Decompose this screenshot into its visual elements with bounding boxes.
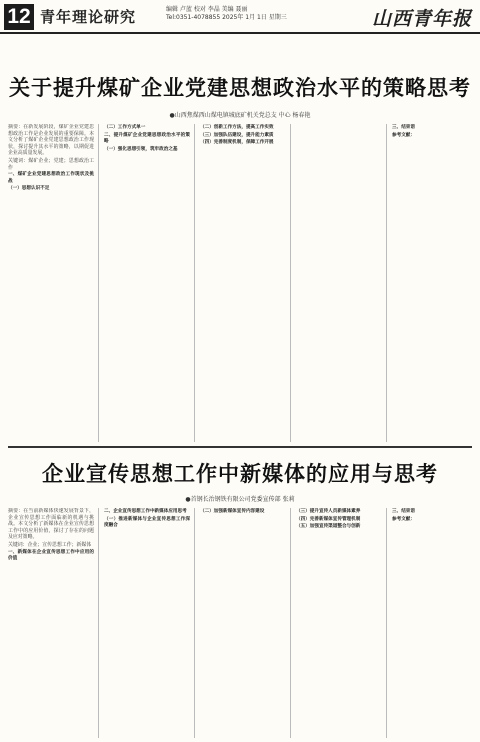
column-rule xyxy=(386,508,387,738)
article1-column-1 xyxy=(8,124,94,442)
article2-column-1 xyxy=(8,508,94,738)
article1-subheading-1-1: （一）思想认识不足 xyxy=(8,186,50,192)
article-divider xyxy=(8,446,472,448)
article1-title: 关于提升煤矿企业党建思想政治水平的策略思考 xyxy=(9,75,471,100)
article2-column-4 xyxy=(296,508,382,738)
article2-byline: ●首钢长治钢铁有限公司党委宣传部 张莉 xyxy=(185,496,295,503)
article1-subheading-2-4: （四）完善制度机制，保障工作开展 xyxy=(200,140,274,146)
article1-keywords: 关键词：煤矿企业；党建；思想政治工作 xyxy=(8,157,94,171)
article2-subheading-2-2: （二）加强新媒体宣传内容建设 xyxy=(200,509,265,514)
article1-subheading-2-1: （一）强化思想引领，筑牢政治之基 xyxy=(104,146,178,152)
newspaper-logo: 山西青年报 xyxy=(371,8,472,30)
column-rule xyxy=(194,508,195,738)
article1-column-5 xyxy=(392,124,472,442)
article1-references-heading: 参考文献： xyxy=(392,132,415,138)
article1-heading-1: 一、煤矿企业党建思想政治工作现状及挑战 xyxy=(8,172,94,184)
article2-subheading-2-3: （三）提升宣传人员新媒体素养 xyxy=(296,509,361,514)
article2-heading-2: 二、企业宣传思想工作中新媒体应用思考 xyxy=(104,509,187,514)
article1-abstract: 摘要：在新发展阶段，煤矿企业党建思想政治工作是企业发展的重要保障。本文分析了煤矿企业党建思想政治工作现状，探讨提升其水平的策略，以期促进企业高质量发展。 xyxy=(8,124,94,157)
article1-subheading-2-3: （三）加强队伍建设，提升能力素质 xyxy=(200,132,274,138)
article2-abstract: 摘要：在当前新媒体快速发展背景下，企业宣传思想工作面临新的机遇与挑战。本文分析了新媒体在企业宣传思想工作中的应用价值，探讨了存在的问题及应对策略。 xyxy=(8,508,94,541)
column-rule xyxy=(290,124,291,442)
page-number: 12 xyxy=(4,4,34,30)
article1-column-2 xyxy=(104,124,190,442)
article2-column-5 xyxy=(392,508,472,738)
masthead xyxy=(0,0,480,34)
article1-subheading-1-2: （二）工作方式单一 xyxy=(104,125,146,130)
column-rule xyxy=(386,124,387,442)
column-rule xyxy=(194,124,195,442)
article2-column-2 xyxy=(104,508,190,738)
article1-heading-2: 二、提升煤矿企业党建思想政治水平的策略 xyxy=(104,132,190,145)
staff-line-date: Tel:0351-4078855 2025年 1月 1日 星期三 xyxy=(166,14,287,21)
staff-line-editors: 编辑 卢蓝 校对 李晶 美编 聂丽 xyxy=(166,6,248,13)
section-title: 青年理论研究 xyxy=(40,8,137,26)
article1-subheading-2-2: （二）创新工作方法，提高工作实效 xyxy=(200,125,274,130)
column-rule xyxy=(98,124,99,442)
article2-keywords: 关键词：企业；宣传思想工作；新媒体 xyxy=(8,541,92,548)
article2-heading-3: 三、结束语 xyxy=(392,509,415,514)
article2-references-heading: 参考文献： xyxy=(392,516,415,522)
article2-subheading-2-1: （一）推进新媒体与企业宣传思想工作深度融合 xyxy=(104,516,190,529)
article1-byline: ●山西焦煤西山煤电镇城底矿机关党总支 中心 杨春艳 xyxy=(169,112,311,119)
article1-heading-3: 三、结束语 xyxy=(392,125,415,130)
article2-heading-1: 一、新媒体在企业宣传思想工作中应用的价值 xyxy=(8,549,94,562)
article1-column-4 xyxy=(296,124,382,442)
article1-column-3 xyxy=(200,124,286,442)
article2-title: 企业宣传思想工作中新媒体的应用与思考 xyxy=(42,461,438,486)
staff-info xyxy=(166,6,287,22)
article2-subheading-2-4: （四）完善新媒体宣传管理机制 xyxy=(296,516,361,522)
article2-subheading-2-5: （五）加强宣传渠道整合与创新 xyxy=(296,524,361,530)
column-rule xyxy=(290,508,291,738)
article2-column-3 xyxy=(200,508,286,738)
column-rule xyxy=(98,508,99,738)
